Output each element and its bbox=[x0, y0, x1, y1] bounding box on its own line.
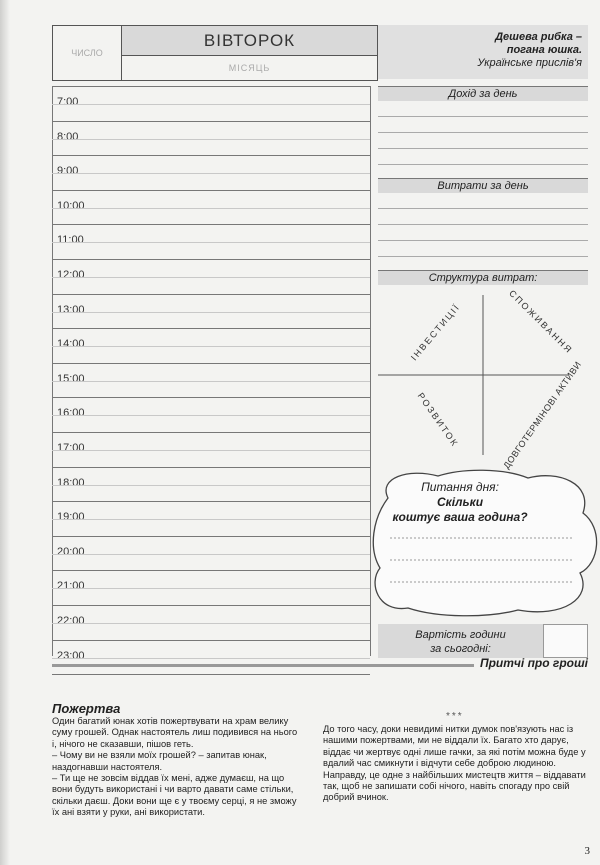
hour-row[interactable] bbox=[52, 501, 370, 536]
hour-label: 9:00 bbox=[57, 165, 79, 178]
page-number: 3 bbox=[584, 845, 590, 857]
expense-line[interactable] bbox=[378, 225, 588, 241]
story-column-right bbox=[323, 724, 588, 804]
hour-worth-line-2: за сьогодні: bbox=[430, 643, 491, 655]
hour-label: 19:00 bbox=[57, 511, 85, 524]
hour-label: 14:00 bbox=[57, 338, 85, 351]
hour-label: 22:00 bbox=[57, 614, 85, 627]
half-hour-line bbox=[52, 173, 370, 174]
half-hour-line bbox=[52, 658, 370, 659]
month-field[interactable]: МІСЯЦЬ bbox=[228, 63, 271, 73]
expense-line[interactable] bbox=[378, 193, 588, 209]
hour-label: 18:00 bbox=[57, 476, 85, 489]
hour-label: 11:00 bbox=[57, 234, 84, 247]
structure-title: Структура витрат: bbox=[378, 270, 588, 285]
hour-row[interactable] bbox=[52, 640, 370, 675]
income-line[interactable] bbox=[378, 149, 588, 165]
proverb-line-1: Дешева рибка – bbox=[495, 31, 582, 43]
story-paragraph: Один багатий юнак хотів пожертвувати на храм велику суму грошей. Однак настоятель лиш подивився на нього і, нічого не сказавши, пішов геть. bbox=[52, 716, 298, 749]
question-of-day bbox=[372, 480, 548, 525]
income-lines[interactable] bbox=[378, 101, 588, 165]
story-column-left bbox=[52, 716, 302, 819]
income-line[interactable] bbox=[378, 133, 588, 149]
question-intro: Питання дня: bbox=[421, 480, 499, 494]
hour-row[interactable] bbox=[52, 467, 370, 502]
label-investments: ІНВЕСТИЦІЇ bbox=[408, 301, 463, 363]
half-hour-line bbox=[52, 208, 370, 209]
expenses-title: Витрати за день bbox=[378, 178, 588, 193]
label-development: РОЗВИТОК bbox=[415, 390, 461, 450]
half-hour-line bbox=[52, 588, 370, 589]
proverb-box bbox=[378, 25, 588, 79]
date-header bbox=[52, 25, 378, 81]
hour-row[interactable] bbox=[52, 190, 370, 225]
hour-row[interactable] bbox=[52, 570, 370, 605]
expense-line[interactable] bbox=[378, 241, 588, 257]
half-hour-line bbox=[52, 139, 370, 140]
label-consumption: СПОЖИВАННЯ bbox=[507, 288, 575, 356]
story-title: Пожертва bbox=[52, 701, 121, 716]
hour-row[interactable] bbox=[52, 605, 370, 640]
hour-label: 10:00 bbox=[57, 199, 85, 212]
hour-row[interactable] bbox=[52, 397, 370, 432]
expense-line[interactable] bbox=[378, 209, 588, 225]
half-hour-line bbox=[52, 346, 370, 347]
income-title: Дохід за день bbox=[378, 86, 588, 101]
hour-worth-label bbox=[378, 624, 543, 658]
hour-label: 16:00 bbox=[57, 407, 85, 420]
label-longterm-assets: ДОВГОТЕРМІНОВІ АКТИВИ bbox=[501, 359, 584, 471]
hour-label: 7:00 bbox=[57, 96, 79, 108]
hour-worth bbox=[378, 624, 588, 658]
question-line-1: Скільки bbox=[436, 495, 484, 509]
hour-row[interactable] bbox=[52, 536, 370, 571]
half-hour-line bbox=[52, 104, 370, 105]
hour-worth-line-1: Вартість години bbox=[415, 629, 506, 641]
hour-row[interactable] bbox=[52, 155, 370, 190]
quadrant-lines bbox=[378, 285, 588, 465]
hour-label: 21:00 bbox=[57, 580, 85, 593]
hour-label: 17:00 bbox=[57, 441, 85, 454]
schedule-bottom-line bbox=[52, 674, 370, 675]
date-field[interactable]: ЧИСЛО bbox=[53, 26, 122, 80]
half-hour-line bbox=[52, 450, 370, 451]
hour-label: 23:00 bbox=[57, 649, 85, 662]
page-edge-shadow bbox=[0, 0, 10, 865]
hour-label: 12:00 bbox=[57, 268, 85, 281]
income-line[interactable] bbox=[378, 101, 588, 117]
half-hour-line bbox=[52, 381, 370, 382]
hourly-schedule bbox=[52, 86, 370, 675]
story-paragraph: До того часу, доки невидимі нитки думок пов'язують нас із нашими пожертвами, ми не віддали їх. Багато хто дарує, віддає чи жертвує одні лише гачки, за які потім можна буде у вдалий час смикнути і відчути себе доброю людиною. Направду, це одне з найбільших мистецтв життя – віддавати так, щоб не запишати собі нічого, навіть спогаду про свій добрий вчинок. bbox=[323, 724, 586, 803]
half-hour-line bbox=[52, 277, 370, 278]
weekday-title: ВІВТОРОК bbox=[122, 26, 377, 56]
hour-row[interactable] bbox=[52, 121, 370, 156]
proverb-source: Українське прислів'я bbox=[477, 57, 582, 69]
half-hour-line bbox=[52, 554, 370, 555]
question-line-2: коштує ваша година? bbox=[392, 510, 528, 524]
hour-row[interactable] bbox=[52, 86, 370, 121]
expenses-lines[interactable] bbox=[378, 193, 588, 257]
half-hour-line bbox=[52, 312, 370, 313]
story-paragraph: – Ти ще не зовсім віддав їх мені, адже думаєш, на що вони будуть використані і чи варто давати саме стільки, скільки даєш. Доки вони ще є у твоєму серці, я не зможу їх ані взяти у руки, ані використати. bbox=[52, 773, 297, 818]
section-title: Притчі про гроші bbox=[479, 656, 588, 670]
half-hour-line bbox=[52, 242, 370, 243]
story-separator: *** bbox=[446, 711, 464, 722]
half-hour-line bbox=[52, 485, 370, 486]
section-divider bbox=[52, 664, 474, 667]
hour-row[interactable] bbox=[52, 294, 370, 329]
proverb-line-2: погана юшка. bbox=[506, 44, 582, 56]
expense-structure-diagram bbox=[378, 285, 588, 471]
hour-row[interactable] bbox=[52, 224, 370, 259]
hour-worth-input-box[interactable] bbox=[543, 624, 588, 658]
income-line[interactable] bbox=[378, 117, 588, 133]
story-paragraph: – Чому ви не взяли моїх грошей? – запитав юнак, наздогнавши настоятеля. bbox=[52, 750, 267, 772]
hour-label: 8:00 bbox=[57, 130, 79, 143]
hour-label: 20:00 bbox=[57, 545, 85, 558]
half-hour-line bbox=[52, 623, 370, 624]
hour-row[interactable] bbox=[52, 363, 370, 398]
half-hour-line bbox=[52, 415, 370, 416]
hour-label: 13:00 bbox=[57, 303, 85, 316]
hour-row[interactable] bbox=[52, 432, 370, 467]
half-hour-line bbox=[52, 519, 370, 520]
hour-row[interactable] bbox=[52, 259, 370, 294]
hour-label: 15:00 bbox=[57, 372, 85, 385]
hour-row[interactable] bbox=[52, 328, 370, 363]
